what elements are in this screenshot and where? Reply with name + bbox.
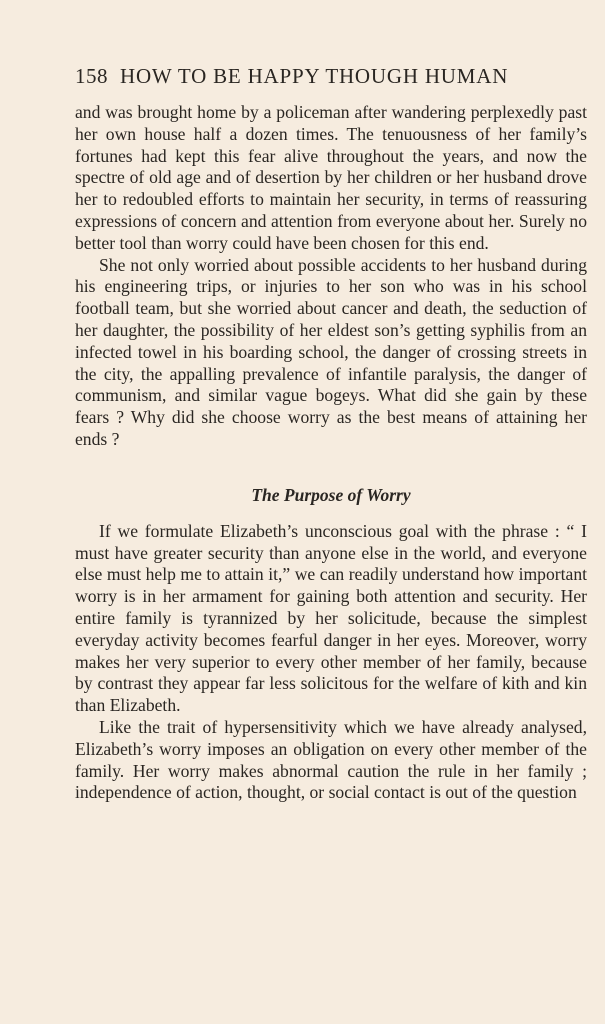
running-title: HOW TO BE HAPPY THOUGH HUMAN [120,64,509,88]
paragraph-purpose: If we formulate Elizabeth’s unconscious goal with the phrase : “ I must have greater security than anyone else in the world, and everyone else must help me to attain it,” we can readily understand how important worry is in her armament for gaining both attention and security. Her entire family is tyrannized by her solicitude, because the simplest everyday activity becomes fearful danger in her eyes. Moreover, worry makes her very superior to every other member of her family, because by contrast they appear far less solicitous for the welfare of kith and kin than Elizabeth. [75,520,587,716]
paragraph-worries: She not only worried about possible accidents to her husband during his engineering trips, or injuries to her son who was in his school football team, but she worried about cancer and death, the seduction of her daughter, the possibility of her eldest son’s getting syphilis from an infected towel in his boarding school, the danger of crossing streets in the city, the appalling prevalence of infantile paralysis, the danger of communism, and similar vague bogeys. What did she gain by these fears ? Why did she choose worry as the best means of attaining her ends ? [75,254,587,449]
section-spacer [75,511,587,521]
paragraph-continued: and was brought home by a policeman after wandering perplexedly past her own house half a dozen times. The tenuousness of her family’s fortunes had kept this fear alive throughout the years, and now the spectre of old age and of desertion by her children or her husband drove her to redoubled efforts to maintain her security, in terms of reassuring expressions of concern and attention from everyone about her. Surely no better tool than worry could have been chosen for this end. [75,102,587,253]
paragraph-hypersensitivity: Like the trait of hypersensitivity which we have already analysed, Elizabeth’s worry imposes an obligation on every other member of the family. Her worry makes abnormal caution the rule in her family ; independence of action, thought, or social contact is out of the question [75,716,587,803]
running-head [75,64,587,98]
book-page [75,64,587,804]
section-heading: The Purpose of Worry [251,484,411,505]
page-number: 158 [75,64,108,88]
